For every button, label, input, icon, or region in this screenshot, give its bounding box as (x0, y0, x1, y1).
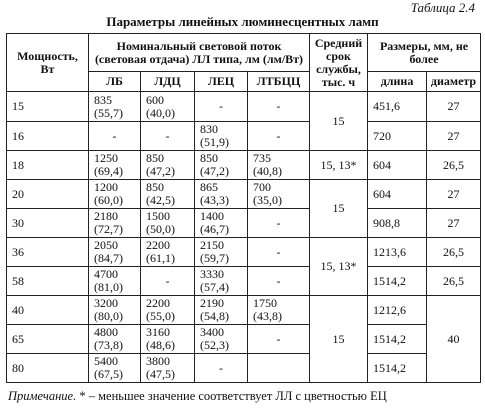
header-length: длина (368, 72, 427, 92)
flux-cell: 735 (40,8) (248, 151, 310, 180)
length-cell: 604 (368, 151, 427, 180)
header-life: Средний срок службы, тыс. ч (310, 34, 368, 92)
table-row (7, 325, 481, 354)
flux-cell: 830 (51,9) (195, 122, 248, 151)
flux-cell: 4800 (73,8) (89, 325, 141, 354)
flux-cell: 3400 (52,3) (195, 325, 248, 354)
life-cell: 15 (310, 296, 368, 383)
power-cell: 36 (7, 238, 89, 267)
header-flux: Номинальный световой поток (световая отдача) ЛЛ типа, лм (лм/Вт) (89, 34, 310, 72)
diameter-cell: 26,5 (427, 267, 481, 296)
flux-cell: 850 (42,5) (141, 180, 195, 209)
power-cell: 58 (7, 267, 89, 296)
length-cell: 1213,6 (368, 238, 427, 267)
length-cell: 451,6 (368, 92, 427, 122)
power-cell: 65 (7, 325, 89, 354)
power-cell: 18 (7, 151, 89, 180)
diameter-cell: 27 (427, 180, 481, 209)
flux-cell: - (141, 122, 195, 151)
header-lec: ЛЕЦ (195, 72, 248, 92)
flux-cell (248, 354, 310, 383)
life-cell: 15, 13* (310, 151, 368, 180)
flux-cell: - (248, 209, 310, 238)
flux-cell: 5400 (67,5) (89, 354, 141, 383)
flux-cell: - (195, 92, 248, 122)
table-row (7, 180, 481, 209)
flux-cell: 2190 (54,8) (195, 296, 248, 325)
diameter-cell: 40 (427, 296, 481, 383)
table-row (7, 267, 481, 296)
flux-cell: 1400 (46,7) (195, 209, 248, 238)
flux-cell: 835 (55,7) (89, 92, 141, 122)
length-cell: 908,8 (368, 209, 427, 238)
length-cell: 604 (368, 180, 427, 209)
flux-cell: - (248, 267, 310, 296)
length-cell: 1212,6 (368, 296, 427, 325)
table-row (7, 209, 481, 238)
flux-cell: 1500 (50,0) (141, 209, 195, 238)
header-ldc: ЛДЦ (141, 72, 195, 92)
power-cell: 15 (7, 92, 89, 122)
header-dims: Размеры, мм, не более (368, 34, 481, 72)
flux-cell: 700 (35,0) (248, 180, 310, 209)
flux-cell: - (141, 267, 195, 296)
life-cell: 15 (310, 180, 368, 238)
flux-cell: 1250 (69,4) (89, 151, 141, 180)
flux-cell: - (89, 122, 141, 151)
flux-cell: - (248, 92, 310, 122)
header-lb: ЛБ (89, 72, 141, 92)
flux-cell: 1750 (43,8) (248, 296, 310, 325)
length-cell: 1514,2 (368, 325, 427, 354)
life-cell: 15 (310, 92, 368, 151)
flux-cell: - (248, 325, 310, 354)
flux-cell: 3160 (48,6) (141, 325, 195, 354)
flux-cell: 2050 (84,7) (89, 238, 141, 267)
flux-cell: 3330 (57,4) (195, 267, 248, 296)
lamp-parameters-table (6, 33, 481, 383)
power-cell: 20 (7, 180, 89, 209)
table-row (7, 92, 481, 122)
length-cell: 1514,2 (368, 267, 427, 296)
diameter-cell: 26,5 (427, 151, 481, 180)
flux-cell: 4700 (81,0) (89, 267, 141, 296)
flux-cell: - (248, 238, 310, 267)
table-row (7, 151, 481, 180)
footnote-label: Примечание. (8, 389, 77, 403)
flux-cell: 850 (47,2) (195, 151, 248, 180)
flux-cell: - (248, 122, 310, 151)
flux-cell: 3200 (80,0) (89, 296, 141, 325)
length-cell: 1514,2 (368, 354, 427, 383)
diameter-cell: 27 (427, 209, 481, 238)
flux-cell: 600 (40,0) (141, 92, 195, 122)
flux-cell: 3800 (47,5) (141, 354, 195, 383)
header-power: Мощность, Вт (7, 34, 89, 92)
power-cell: 80 (7, 354, 89, 383)
table-row (7, 122, 481, 151)
flux-cell: 2180 (72,7) (89, 209, 141, 238)
table-row (7, 354, 481, 383)
flux-cell: 2150 (59,7) (195, 238, 248, 267)
life-cell: 15, 13* (310, 238, 368, 296)
diameter-cell: 27 (427, 92, 481, 122)
table-row (7, 296, 481, 325)
table-title: Параметры линейных люминесцентных ламп (106, 14, 379, 29)
power-cell: 30 (7, 209, 89, 238)
power-cell: 16 (7, 122, 89, 151)
power-cell: 40 (7, 296, 89, 325)
footnote-text: * – меньшее значение соответствует ЛЛ с цветностью ЕЦ (76, 389, 387, 403)
length-cell: 720 (368, 122, 427, 151)
flux-cell: 2200 (61,1) (141, 238, 195, 267)
diameter-cell: 27 (427, 122, 481, 151)
diameter-cell: 26,5 (427, 238, 481, 267)
flux-cell: 865 (43,3) (195, 180, 248, 209)
table-row (7, 238, 481, 267)
header-diameter: диаметр (427, 72, 481, 92)
flux-cell: 2200 (55,0) (141, 296, 195, 325)
flux-cell: - (195, 354, 248, 383)
table-number: Таблица 2.4 (410, 0, 475, 15)
flux-cell: 850 (47,2) (141, 151, 195, 180)
header-ltbcc: ЛТБЦЦ (248, 72, 310, 92)
flux-cell: 1200 (60,0) (89, 180, 141, 209)
table-footnote (8, 389, 387, 404)
